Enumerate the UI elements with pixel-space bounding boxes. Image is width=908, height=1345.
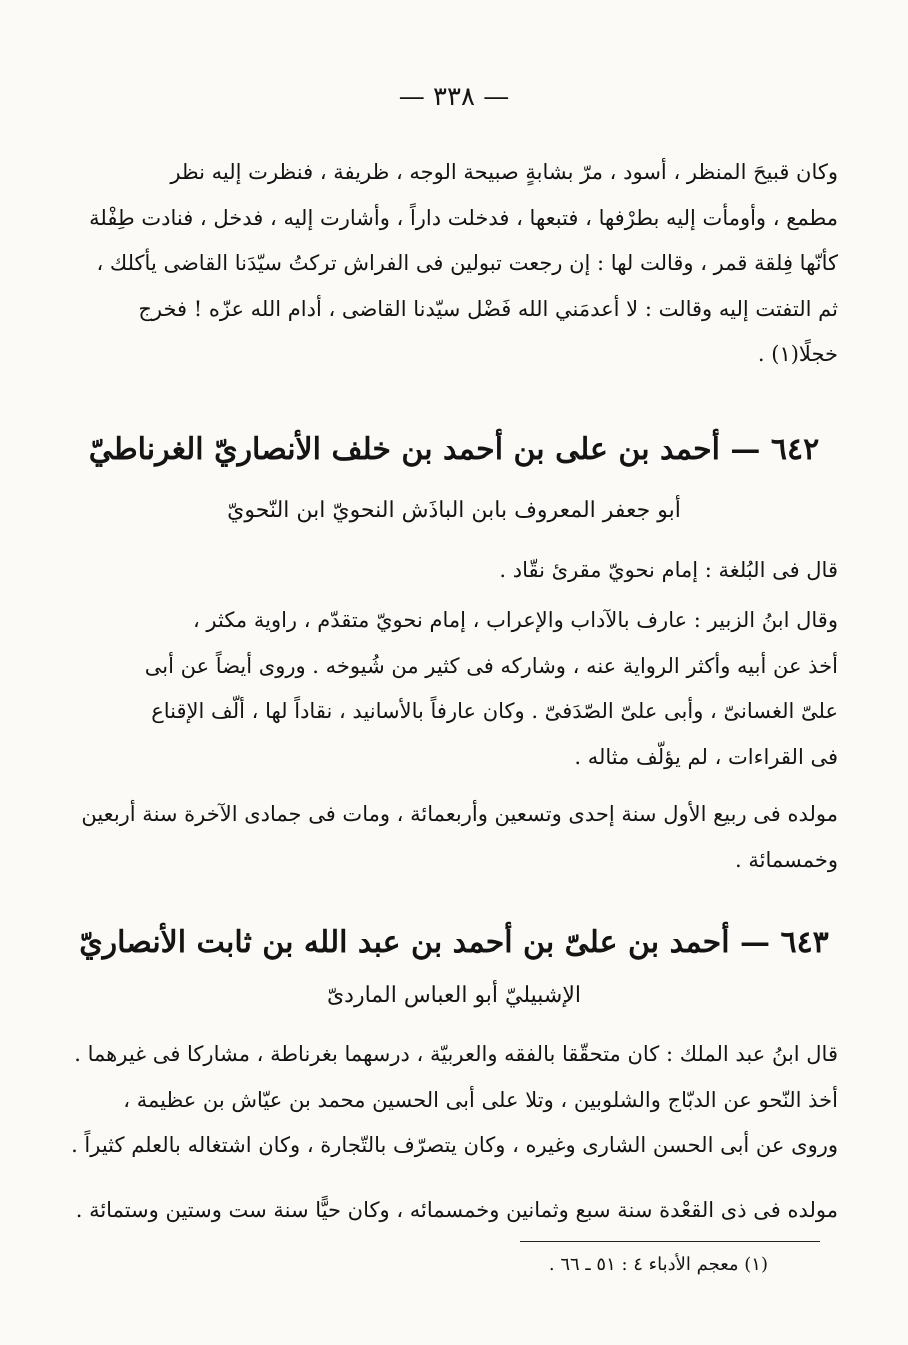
entry-642-paragraph-3	[70, 792, 838, 883]
text-line: فى القراءات ، لم يؤلّف مثاله .	[574, 744, 838, 769]
text-line: وكان قبيحَ المنظر ، أسود ، مرّ بشابةٍ صبيحة الوجه ، ظريفة ، فنظرت إليه نظر	[170, 160, 838, 184]
entry-643-paragraph-1	[70, 1032, 838, 1169]
entry-643-paragraph-2	[70, 1188, 838, 1234]
footnote-divider	[520, 1241, 820, 1242]
text-line: قال فى البُلغة : إمام نحويّ مقرئ نقّاد .	[499, 558, 838, 582]
text-line: أخذ عن أبيه وأكثر الرواية عنه ، وشاركه فى كثير من شُيوخه . وروى أيضاً عن أبى	[144, 653, 838, 678]
text-line: كأنّها فِلقة قمر ، وقالت لها : إن رجعت تبولين فى الفراش تركتُ سيّدَنا القاضى يأكلك ،	[96, 251, 838, 275]
text-line: خجلًا(١) .	[757, 342, 838, 366]
text-line: علىّ الغسانىّ ، وأبى علىّ الصّدَفىّ . وكان عارفاً بالأسانيد ، نقاداً لها ، ألّف الإقناع	[151, 699, 838, 723]
intro-paragraph	[70, 150, 838, 378]
entry-642-paragraph-2	[70, 598, 838, 780]
text-line: مطمع ، وأومأت إليه بطرْفها ، فتبعها ، فدخلت داراً ، وأشارت إليه ، فدخل ، فنادت طِفْلة	[89, 205, 838, 230]
text-line: ثم التفتت إليه وقالت : لا أعدمَني الله فَضْل سيّدنا القاضى ، أدام الله عزّه ! فخرج	[138, 296, 838, 321]
entry-642-heading: ٦٤٢ — أحمد بن على بن أحمد بن خلف الأنصاريّ الغرناطيّ	[88, 432, 820, 467]
text-line: وخمسمائة .	[735, 847, 838, 872]
text-line: مولده فى ذى القعْدة سنة سبع وثمانين وخمسمائه ، وكان حيًّا سنة ست وستين وستمائة .	[75, 1198, 838, 1222]
text-line: أخذ النّحو عن الدبّاج والشلوبين ، وتلا على أبى الحسين محمد بن عيّاش بن عظيمة ،	[123, 1087, 838, 1112]
footnote: (١) معجم الأدباء ٤ : ٥١ ـ ٦٦ .	[548, 1254, 768, 1275]
entry-642-subheading: أبو جعفر المعروف بابن الباذَش النحويّ ابن النّحويّ	[227, 498, 681, 523]
text-line: وروى عن أبى الحسن الشارى وغيره ، وكان يتصرّف بالتّجارة ، وكان اشتغاله بالعلم كثيراً .	[71, 1133, 838, 1157]
entry-643-subheading: الإشبيليّ أبو العباس الماردىّ	[326, 983, 582, 1008]
text-line: قال ابنُ عبد الملك : كان متحقّقا بالفقه والعربيّة ، درسهما بغرناطة ، مشاركا فى غيرهما .	[74, 1042, 838, 1066]
text-line: مولده فى ربيع الأول سنة إحدى وتسعين وأربعمائة ، ومات فى جمادى الآخرة سنة أربعين	[81, 802, 838, 826]
entry-642-paragraph-1	[70, 548, 838, 594]
text-line: وقال ابنُ الزبير : عارف بالآداب والإعراب ، إمام نحويّ متقدّم ، راوية مكثر ،	[192, 608, 838, 632]
entry-643-heading: ٦٤٣ — أحمد بن علىّ بن أحمد بن عبد الله بن ثابت الأنصاريّ	[79, 925, 829, 960]
page-number: — ٣٣٨ —	[398, 82, 510, 112]
